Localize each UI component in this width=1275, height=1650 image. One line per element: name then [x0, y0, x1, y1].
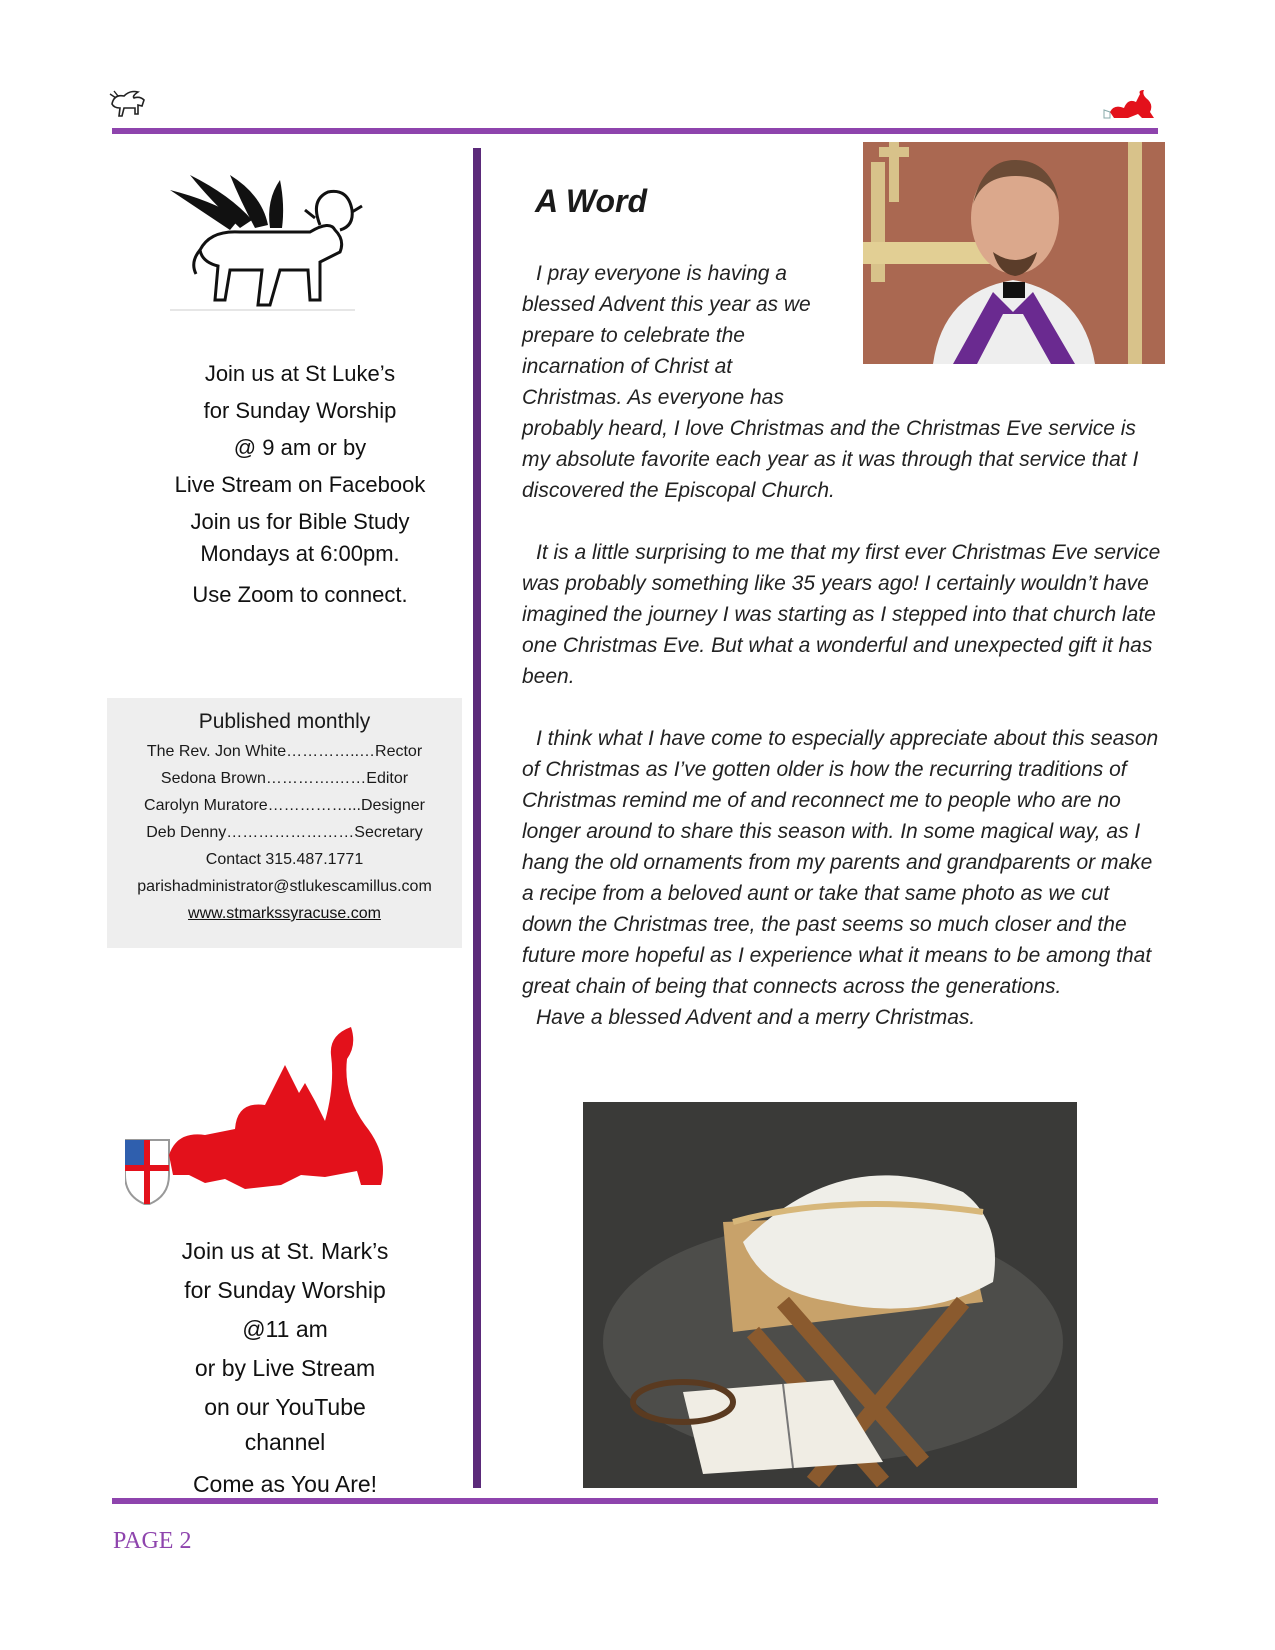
article-paragraph: I pray everyone is having a blessed Advent this year as we prepare to celebrate the incarnation of Christ at Christmas. As everyone has probably heard, I love Christmas and the Christmas Eve service is my absolute favorite each year as it was through that service that I discovered the Episcopal Church. [522, 262, 1139, 502]
st-marks-line: Join us at St. Mark’s [181, 1238, 389, 1264]
winged-ox-illustration [170, 170, 370, 320]
photo-float-spacer [817, 258, 1162, 410]
st-marks-line: or by Live Stream [194, 1355, 376, 1381]
st-lukes-line: Join us for Bible Study [190, 509, 410, 534]
red-lion-icon [1098, 88, 1158, 122]
st-marks-line: channel [244, 1429, 326, 1455]
st-lukes-line: Live Stream on Facebook [174, 472, 426, 497]
st-marks-line: @11 am [242, 1316, 328, 1342]
st-lukes-line: @ 9 am or by [233, 435, 367, 460]
article-body [522, 258, 1162, 1033]
website-link[interactable]: www.stmarkssyracuse.com [188, 905, 381, 922]
article-title: A Word [535, 183, 647, 219]
st-marks-line: Come as You Are! [192, 1471, 378, 1497]
article-paragraph: I think what I have come to especially appreciate about this season of Christmas as I’ve gotten older is how the recurring traditions of Christmas remind me of and reconnect me to people who are no longer around to share this season with. In some magical way, as I hang the old ornaments from my parents and grandparents or make a recipe from a beloved aunt or take that same photo as we cut down the Christmas tree, the past seems so much closer and the future more hopeful as I experience what it means to be among that great chain of being that connects across the generations. [522, 727, 1159, 998]
header-rule [112, 128, 1158, 134]
contact-email[interactable]: parishadministrator@stlukescamillus.com [137, 878, 432, 895]
staff-editor: Sedona Brown………….……Editor [160, 770, 409, 787]
st-lukes-line: Mondays at 6:00pm. [200, 541, 400, 566]
footer-rule [112, 1498, 1158, 1504]
st-marks-line: for Sunday Worship [184, 1277, 386, 1303]
staff-designer: Carolyn Muratore……………...Designer [144, 797, 425, 814]
article-paragraph: Have a blessed Advent and a merry Christmas. [536, 1006, 976, 1029]
st-lukes-line: for Sunday Worship [203, 398, 397, 423]
article-paragraph: It is a little surprising to me that my first ever Christmas Eve service was probably something like 35 years ago! I certainly wouldn’t have imagined the journey I was starting as I stepped into that church late one Christmas Eve. But what a wonderful and unexpected gift it has been. [522, 541, 1161, 688]
publication-heading: Published monthly [198, 710, 371, 733]
st-lukes-line: Use Zoom to connect. [192, 582, 408, 607]
staff-rector: The Rev. Jon White…………..…Rector [146, 743, 423, 760]
winged-ox-icon [108, 88, 148, 120]
page-number: PAGE 2 [113, 1528, 192, 1554]
st-lukes-line: Join us at St Luke’s [204, 361, 396, 386]
st-marks-line: on our YouTube [204, 1394, 366, 1420]
st-lukes-worship-info [140, 355, 460, 613]
red-lion-illustration [125, 1025, 400, 1205]
column-divider [473, 148, 481, 1488]
manger-photo [583, 1102, 1077, 1488]
staff-secretary: Deb Denny……………………Secretary [146, 824, 423, 841]
contact-phone: Contact 315.487.1771 [205, 851, 364, 868]
st-marks-worship-info [140, 1232, 430, 1504]
publication-info-box [107, 698, 462, 948]
